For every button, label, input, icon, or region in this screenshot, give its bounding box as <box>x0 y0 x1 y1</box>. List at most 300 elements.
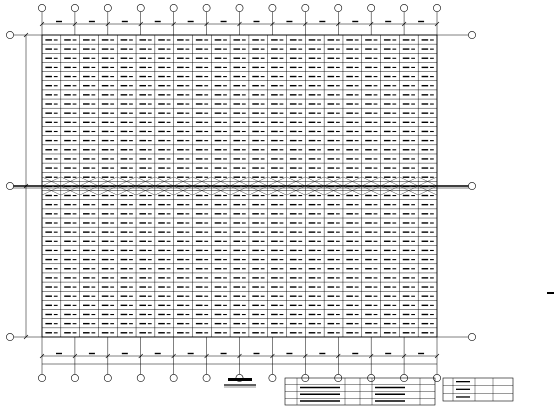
member-label-mark <box>73 122 77 123</box>
member-label-mark <box>298 39 302 40</box>
member-label-mark <box>336 296 340 297</box>
member-label-mark <box>346 213 353 214</box>
member-label-mark <box>280 268 284 269</box>
member-label-mark <box>403 112 410 113</box>
member-label-mark <box>298 186 302 187</box>
member-label-mark <box>261 332 265 333</box>
member-label-mark <box>186 113 190 114</box>
member-label-mark <box>158 277 165 278</box>
member-label-mark <box>328 204 335 205</box>
member-label-mark <box>204 314 208 315</box>
member-label-mark <box>177 131 184 132</box>
member-label-mark <box>271 332 278 333</box>
member-label-mark <box>223 213 227 214</box>
member-label-mark <box>242 149 246 150</box>
member-label-mark <box>392 85 396 86</box>
member-label-mark <box>252 94 259 95</box>
member-label-mark <box>139 103 146 104</box>
member-label-mark <box>280 39 284 40</box>
member-label-mark <box>430 113 434 114</box>
member-label-mark <box>392 305 396 306</box>
member-label-mark <box>186 332 190 333</box>
member-label-mark <box>328 186 335 187</box>
member-label-mark <box>196 149 203 150</box>
member-label-mark <box>83 158 90 159</box>
member-label-mark <box>374 268 378 269</box>
member-label-mark <box>290 140 297 141</box>
dimension-lines <box>24 21 439 364</box>
member-label-mark <box>280 195 284 196</box>
member-label-mark <box>91 287 95 288</box>
member-label-mark <box>139 231 146 232</box>
member-label-mark <box>64 58 71 59</box>
member-label-mark <box>167 241 171 242</box>
member-label-mark <box>233 76 240 77</box>
member-label-mark <box>186 287 190 288</box>
member-label-mark <box>261 94 265 95</box>
member-label-mark <box>158 158 165 159</box>
member-label-mark <box>346 48 353 49</box>
member-label-mark <box>290 305 297 306</box>
member-label-mark <box>167 287 171 288</box>
member-label-mark <box>346 231 353 232</box>
member-label-mark <box>242 131 246 132</box>
member-label-mark <box>365 305 372 306</box>
member-label-mark <box>430 158 434 159</box>
member-label-mark <box>102 39 109 40</box>
member-label-mark <box>242 195 246 196</box>
member-label-mark <box>121 268 128 269</box>
member-label-mark <box>233 323 240 324</box>
axis-bubble <box>6 182 13 189</box>
member-label-mark <box>403 186 410 187</box>
member-label-mark <box>422 158 429 159</box>
member-label-mark <box>54 332 58 333</box>
dimension-value-mark <box>286 353 292 354</box>
member-label-mark <box>298 195 302 196</box>
member-label-mark <box>54 277 58 278</box>
member-label-mark <box>365 259 372 260</box>
member-label-mark <box>309 259 316 260</box>
member-label-mark <box>110 103 114 104</box>
member-label-mark <box>196 140 203 141</box>
member-label-mark <box>290 131 297 132</box>
member-label-mark <box>298 149 302 150</box>
member-label-mark <box>158 213 165 214</box>
member-label-mark <box>64 286 71 287</box>
member-label-mark <box>298 332 302 333</box>
member-label-mark <box>64 204 71 205</box>
member-label-mark <box>54 204 58 205</box>
member-label-mark <box>392 222 396 223</box>
member-label-mark <box>403 231 410 232</box>
member-label-mark <box>110 241 114 242</box>
member-label-mark <box>215 250 222 251</box>
member-label-mark <box>223 158 227 159</box>
member-label-mark <box>110 85 114 86</box>
member-label-mark <box>158 39 165 40</box>
member-label-mark <box>392 168 396 169</box>
member-label-mark <box>355 222 359 223</box>
member-label-mark <box>374 186 378 187</box>
member-label-mark <box>403 259 410 260</box>
member-label-mark <box>411 113 415 114</box>
member-label-mark <box>309 332 316 333</box>
member-label-mark <box>242 241 246 242</box>
member-label-mark <box>271 48 278 49</box>
member-label-mark <box>374 140 378 141</box>
member-label-mark <box>355 122 359 123</box>
member-label-mark <box>271 149 278 150</box>
member-label-mark <box>215 204 222 205</box>
member-label-mark <box>290 158 297 159</box>
axis-bubble <box>468 31 475 38</box>
member-label-mark <box>261 186 265 187</box>
axis-bubble <box>433 4 440 11</box>
member-label-mark <box>374 158 378 159</box>
member-label-mark <box>215 323 222 324</box>
member-label-mark <box>91 305 95 306</box>
member-label-mark <box>64 103 71 104</box>
member-label-mark <box>167 186 171 187</box>
member-label-mark <box>233 231 240 232</box>
member-label-mark <box>328 177 335 178</box>
member-label-mark <box>186 140 190 141</box>
member-label-mark <box>177 58 184 59</box>
member-label-mark <box>290 167 297 168</box>
member-label-mark <box>223 122 227 123</box>
member-label-mark <box>73 204 77 205</box>
member-label-mark <box>129 305 133 306</box>
member-label-mark <box>64 250 71 251</box>
dimension-value-mark <box>385 21 391 22</box>
member-label-mark <box>129 332 133 333</box>
member-label-mark <box>121 314 128 315</box>
member-label-mark <box>223 332 227 333</box>
member-label-mark <box>121 58 128 59</box>
member-label-mark <box>110 113 114 114</box>
member-label-mark <box>346 158 353 159</box>
member-label-mark <box>346 195 353 196</box>
member-label-mark <box>261 76 265 77</box>
member-label-mark <box>328 112 335 113</box>
member-label-mark <box>317 168 321 169</box>
member-label-mark <box>403 94 410 95</box>
member-label-mark <box>252 222 259 223</box>
member-label-mark <box>121 76 128 77</box>
member-label-mark <box>129 296 133 297</box>
member-label-mark <box>252 231 259 232</box>
member-label-mark <box>261 259 265 260</box>
member-label-mark <box>223 250 227 251</box>
member-label-mark <box>223 39 227 40</box>
member-label-mark <box>129 113 133 114</box>
member-label-mark <box>365 103 372 104</box>
member-label-mark <box>411 323 415 324</box>
member-label-mark <box>148 305 152 306</box>
member-label-mark <box>196 213 203 214</box>
member-label-mark <box>83 186 90 187</box>
member-label-mark <box>317 213 321 214</box>
member-label-mark <box>215 213 222 214</box>
member-label-mark <box>374 122 378 123</box>
member-label-mark <box>45 48 52 49</box>
member-label-mark <box>177 305 184 306</box>
member-label-mark <box>91 113 95 114</box>
member-label-mark <box>148 122 152 123</box>
member-label-mark <box>102 140 109 141</box>
member-label-mark <box>298 277 302 278</box>
member-label-mark <box>411 149 415 150</box>
member-label-mark <box>298 58 302 59</box>
member-label-mark <box>392 332 396 333</box>
member-label-mark <box>121 286 128 287</box>
member-label-mark <box>290 149 297 150</box>
member-label-mark <box>45 305 52 306</box>
member-label-mark <box>384 76 391 77</box>
member-label-mark <box>91 177 95 178</box>
member-label-mark <box>148 39 152 40</box>
member-label-mark <box>271 85 278 86</box>
member-label-mark <box>242 177 246 178</box>
member-label-mark <box>186 103 190 104</box>
member-label-mark <box>129 195 133 196</box>
title-block-border <box>443 378 513 401</box>
member-label-mark <box>384 213 391 214</box>
member-label-mark <box>73 296 77 297</box>
member-label-mark <box>54 140 58 141</box>
member-label-mark <box>336 140 340 141</box>
member-label-mark <box>403 167 410 168</box>
member-label-mark <box>336 168 340 169</box>
member-label-mark <box>242 39 246 40</box>
axis-bubble <box>6 333 13 340</box>
member-label-mark <box>317 277 321 278</box>
member-label-mark <box>54 213 58 214</box>
member-label-mark <box>411 122 415 123</box>
member-label-mark <box>374 85 378 86</box>
member-label-mark <box>336 268 340 269</box>
member-label-mark <box>204 213 208 214</box>
member-label-mark <box>177 314 184 315</box>
member-label-mark <box>233 140 240 141</box>
member-label-mark <box>148 250 152 251</box>
member-label-mark <box>298 103 302 104</box>
member-label-mark <box>309 222 316 223</box>
member-label-mark <box>233 268 240 269</box>
member-label-mark <box>102 332 109 333</box>
member-label-mark <box>355 131 359 132</box>
member-label-mark <box>328 103 335 104</box>
member-label-mark <box>298 168 302 169</box>
member-label-mark <box>158 332 165 333</box>
member-label-mark <box>223 58 227 59</box>
member-label-mark <box>233 149 240 150</box>
member-label-mark <box>309 48 316 49</box>
member-label-mark <box>233 295 240 296</box>
member-label-mark <box>167 122 171 123</box>
member-label-mark <box>215 131 222 132</box>
member-label-mark <box>252 305 259 306</box>
member-label-mark <box>384 131 391 132</box>
member-label-mark <box>148 195 152 196</box>
member-label-mark <box>271 195 278 196</box>
member-label-mark <box>121 305 128 306</box>
member-label-mark <box>298 287 302 288</box>
member-label-mark <box>177 167 184 168</box>
member-label-mark <box>374 94 378 95</box>
member-label-mark <box>54 323 58 324</box>
member-label-mark <box>365 213 372 214</box>
member-label-mark <box>223 277 227 278</box>
member-label-mark <box>196 167 203 168</box>
member-label-mark <box>223 222 227 223</box>
member-label-mark <box>215 177 222 178</box>
member-label-mark <box>102 103 109 104</box>
member-label-mark <box>355 177 359 178</box>
member-label-mark <box>411 186 415 187</box>
member-label-mark <box>233 103 240 104</box>
member-label-mark <box>54 131 58 132</box>
member-label-mark <box>196 177 203 178</box>
member-label-mark <box>365 250 372 251</box>
member-label-mark <box>204 67 208 68</box>
member-label-mark <box>261 168 265 169</box>
member-label-mark <box>121 122 128 123</box>
member-label-mark <box>252 195 259 196</box>
member-label-mark <box>223 131 227 132</box>
member-label-mark <box>374 277 378 278</box>
member-label-mark <box>139 314 146 315</box>
member-label-mark <box>177 140 184 141</box>
member-label-mark <box>309 140 316 141</box>
member-label-mark <box>252 332 259 333</box>
member-label-mark <box>64 39 71 40</box>
member-label-mark <box>328 167 335 168</box>
member-label-mark <box>177 213 184 214</box>
member-label-mark <box>196 195 203 196</box>
member-label-mark <box>392 204 396 205</box>
member-label-mark <box>83 241 90 242</box>
member-label-mark <box>317 67 321 68</box>
member-label-mark <box>83 195 90 196</box>
member-label-mark <box>403 76 410 77</box>
member-label-mark <box>139 94 146 95</box>
member-label-mark <box>317 85 321 86</box>
member-label-mark <box>384 103 391 104</box>
member-label-mark <box>309 167 316 168</box>
member-label-mark <box>196 241 203 242</box>
member-label-mark <box>177 48 184 49</box>
member-label-mark <box>392 323 396 324</box>
member-label-mark <box>129 222 133 223</box>
member-label-mark <box>139 241 146 242</box>
member-label-mark <box>45 140 52 141</box>
member-label-mark <box>355 323 359 324</box>
member-label-mark <box>139 67 146 68</box>
member-label-mark <box>110 268 114 269</box>
member-label-mark <box>392 232 396 233</box>
member-label-mark <box>83 259 90 260</box>
member-label-mark <box>430 103 434 104</box>
member-label-mark <box>83 167 90 168</box>
member-label-mark <box>346 103 353 104</box>
member-label-mark <box>73 323 77 324</box>
member-label-mark <box>430 241 434 242</box>
member-label-mark <box>271 250 278 251</box>
member-label-mark <box>422 85 429 86</box>
member-label-mark <box>64 295 71 296</box>
member-label-mark <box>91 296 95 297</box>
member-label-mark <box>384 158 391 159</box>
member-label-mark <box>392 177 396 178</box>
member-label-mark <box>384 94 391 95</box>
member-label-mark <box>91 186 95 187</box>
member-label-mark <box>430 85 434 86</box>
member-label-mark <box>129 268 133 269</box>
member-label-mark <box>346 332 353 333</box>
member-label-mark <box>148 241 152 242</box>
member-label-mark <box>83 332 90 333</box>
member-label-mark <box>392 250 396 251</box>
member-label-mark <box>317 49 321 50</box>
member-label-mark <box>215 259 222 260</box>
member-label-mark <box>215 167 222 168</box>
member-label-mark <box>271 76 278 77</box>
plan-title-mark <box>228 378 252 381</box>
member-label-mark <box>121 103 128 104</box>
member-label-mark <box>110 49 114 50</box>
dimension-value-mark <box>254 21 260 22</box>
member-label-mark <box>252 122 259 123</box>
member-label-mark <box>233 186 240 187</box>
member-label-mark <box>403 195 410 196</box>
member-label-mark <box>139 195 146 196</box>
member-label-mark <box>223 49 227 50</box>
member-label-mark <box>233 48 240 49</box>
member-label-mark <box>392 131 396 132</box>
member-label-mark <box>158 177 165 178</box>
member-label-mark <box>64 131 71 132</box>
member-label-mark <box>54 122 58 123</box>
member-label-mark <box>261 268 265 269</box>
member-label-mark <box>139 286 146 287</box>
dimension-value-mark <box>418 353 424 354</box>
member-label-mark <box>328 67 335 68</box>
member-label-mark <box>365 94 372 95</box>
member-label-mark <box>139 204 146 205</box>
member-label-mark <box>148 204 152 205</box>
member-label-mark <box>204 204 208 205</box>
member-label-mark <box>102 195 109 196</box>
member-label-mark <box>196 204 203 205</box>
member-label-mark <box>271 268 278 269</box>
member-label-mark <box>403 277 410 278</box>
member-label-mark <box>384 85 391 86</box>
member-label-mark <box>54 67 58 68</box>
member-label-mark <box>110 296 114 297</box>
member-label-mark <box>411 241 415 242</box>
member-label-mark <box>110 177 114 178</box>
member-label-mark <box>280 277 284 278</box>
member-label-mark <box>158 241 165 242</box>
member-label-mark <box>422 58 429 59</box>
member-label-mark <box>374 67 378 68</box>
member-label-mark <box>110 277 114 278</box>
member-label-mark <box>336 332 340 333</box>
member-label-mark <box>317 177 321 178</box>
member-label-mark <box>121 158 128 159</box>
